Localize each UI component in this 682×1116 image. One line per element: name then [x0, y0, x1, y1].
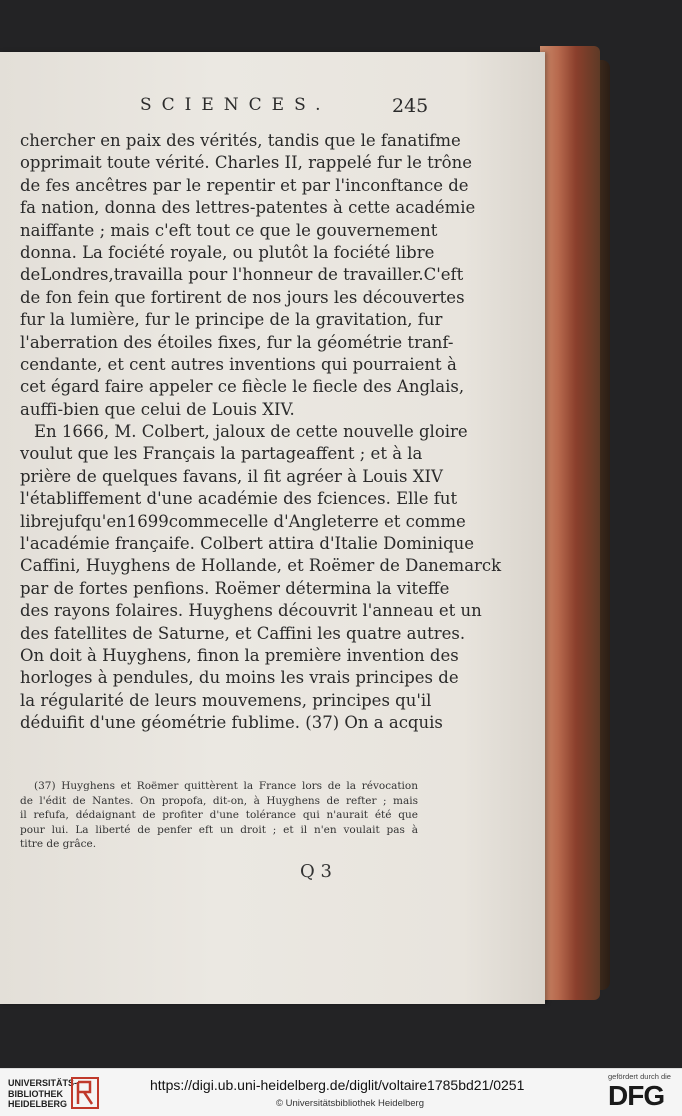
library-name: UNIVERSITÄTS- BIBLIOTHEK HEIDELBERG: [8, 1078, 78, 1109]
text-line: Caffini, Huyghens de Hollande, et Roëmer de Danemarck: [20, 556, 502, 576]
text-line: de fon fein que fortirent de nos jours les découvertes: [20, 287, 465, 307]
text-line: de fes ancêtres par le repentir et par l'inconftance de: [20, 175, 469, 195]
footnotes: [20, 779, 418, 852]
footnote-line: il refufa, dédaignant de profiter d'une tolérance qui n'aurait été que: [20, 809, 418, 821]
text-line: opprimait toute vérité. Charles II, rappelé fur le trône: [20, 153, 472, 173]
text-line: donna. La fociété royale, ou plutôt la fociété libre: [20, 242, 435, 262]
text-line: chercher en paix des vérités, tandis que le fanatifme: [20, 131, 461, 150]
footnote-line: pour lui. La liberté de penfer eft un droit ; et il n'en voulait pas à: [20, 823, 418, 836]
text-line: cet égard faire appeler ce fiècle le fiecle des Anglais,: [20, 377, 465, 397]
signature-mark: Q 3: [300, 861, 332, 882]
running-head: [0, 95, 545, 125]
body-text: [20, 130, 502, 735]
text-line: fa nation, donna des lettres-patentes à cette académie: [20, 198, 476, 218]
text-line: prière de quelques favans, il fit agréer à Louis XIV: [20, 466, 443, 486]
text-line: naiffante ; mais c'eft tout ce que le gouvernement: [20, 220, 438, 240]
text-line: deLondres,travailla pour l'honneur de travailler.C'eft: [20, 265, 464, 285]
footnote-line: titre de grâce.: [20, 838, 97, 850]
text-line: des fatellites de Saturne, et Caffini les quatre autres.: [20, 623, 466, 643]
text-line: par de fortes penfions. Roëmer détermina la viteffe: [20, 578, 450, 598]
text-line: auffi-bien que celui de Louis XIV.: [20, 399, 295, 419]
text-line: librejufqu'en1699commecelle d'Angleterre et comme: [20, 511, 466, 531]
copyright-notice: © Universitätsbibliothek Heidelberg: [276, 1098, 424, 1109]
text-line: cendante, et cent autres inventions qui pourraient à: [20, 354, 457, 374]
page-number: 245: [392, 95, 429, 117]
text-line: des rayons folaires. Huyghens découvrit l'anneau et un: [20, 601, 482, 621]
running-head-title: SCIENCES.: [140, 95, 331, 115]
text-line: la régularité de leurs mouvemens, principes qu'il: [20, 690, 432, 710]
book-page-edges: [540, 46, 600, 1000]
text-line: horloges à pendules, du moins les vrais principes de: [20, 668, 459, 688]
text-line: l'établiffement d'une académie des fciences. Elle fut: [20, 489, 458, 509]
footnote-line: (37) Huyghens et Roëmer quittèrent la France lors de la révocation: [34, 780, 418, 792]
text-line: l'aberration des étoiles fixes, fur la géométrie tranf-: [20, 332, 454, 352]
library-emblem-icon: [70, 1076, 100, 1110]
text-line: l'académie françaife. Colbert attira d'Italie Dominique: [20, 534, 475, 554]
viewer-footer: [0, 1068, 682, 1116]
text-line: déduifit d'une géométrie fublime. (37) On a acquis: [20, 713, 443, 733]
text-line: En 1666, M. Colbert, jaloux de cette nouvelle gloire: [34, 422, 468, 442]
dfg-logo: DFG: [608, 1080, 665, 1111]
funding-caption: gefördert durch die: [608, 1072, 671, 1081]
text-line: fur la lumière, fur le principe de la gravitation, fur: [20, 310, 443, 330]
permalink-url[interactable]: https://digi.ub.uni-heidelberg.de/diglit/voltaire1785bd21/0251: [150, 1077, 525, 1093]
funding-block[interactable]: [608, 1072, 678, 1114]
library-logo[interactable]: [8, 1076, 98, 1110]
footnote-line: de l'édit de Nantes. On propofa, dit-on, à Huyghens de refter ; mais: [20, 794, 418, 807]
text-line: voulut que les Français la partageaffent ; et à la: [20, 444, 423, 464]
text-line: On doit à Huyghens, finon la première invention des: [20, 645, 459, 665]
